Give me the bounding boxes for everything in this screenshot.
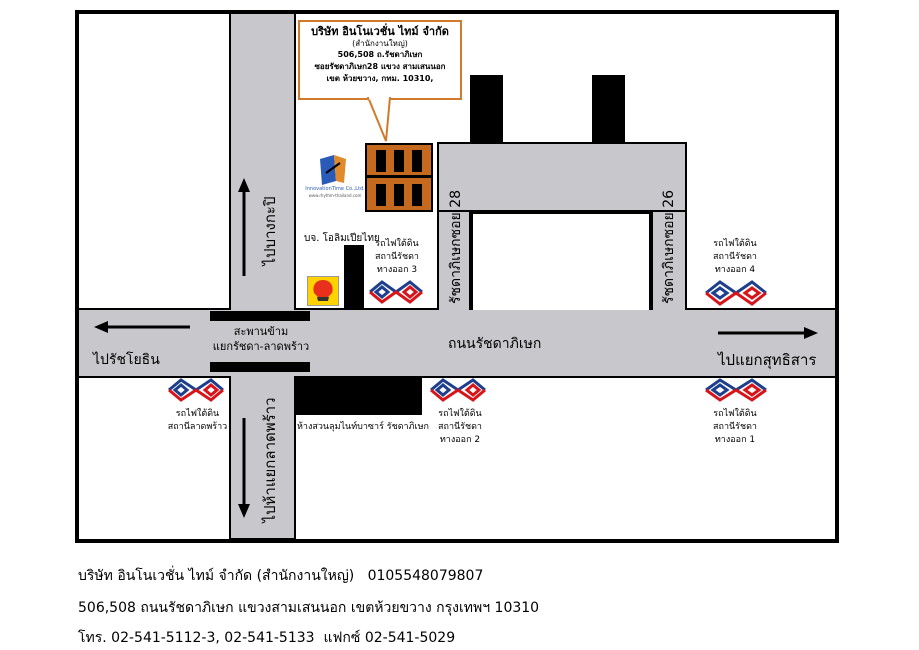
callout-address3: เขต ห้วยขวาง, กทม. 10310, [326,74,434,83]
logo-url: www.rhythm-thailand.com [308,193,362,198]
mall-label: ห้างสวนลุมไนท์บาซาร์ รัชดาภิเษก [297,422,429,432]
company-building-lower [365,176,433,212]
shell-station-icon [307,276,339,306]
soi-connector-road [437,142,687,212]
arrow-down-lat-phrao [238,418,250,518]
to-sukhumvit-label: ไปแยกสุทธิสาร [718,351,817,369]
mrt-exit4-label: รถไฟใต้ดิน สถานีรัชดา ทางออก 4 [713,239,757,275]
footer-company-line: บริษัท อินโนเวชั่น ไทม์ จำกัด (สำนักงานใหญ่) 0105548079807 [78,568,484,584]
arrow-left-ratchayothin [94,321,190,333]
mrt-logo-exit2-icon [429,377,487,403]
bridge-label-line2: แยกรัชดา-ลาดพร้าว [212,340,310,353]
soi-inner-block [471,212,651,310]
bridge-label [201,324,321,354]
company-building-upper [365,143,433,177]
callout-company: บริษัท อินโนเวชั่น ไทม์ จำกัด [311,25,449,38]
callout-address1: 506,508 ถ.รัชดาภิเษก [337,50,423,59]
mrt-logo-exit1-icon [704,377,768,403]
arrow-right-sukhumvit [718,327,818,339]
to-lat-phrao-label: ไปห้าแยกลาดพร้าว [261,397,279,523]
mrt-logo-exit4-icon [704,279,768,307]
overpass-bar-top [210,311,310,321]
mrt-exit2-label: รถไฟใต้ดิน สถานีรัชดา ทางออก 2 [438,409,482,445]
olympia-label: บจ. โอลิมเปียไทย [304,233,380,244]
to-bang-kapi-label: ไปบางกะปิ [261,196,279,266]
callout-address2: ซอยรัชดาภิเษก28 แขวง สามเสนนอก [314,62,446,71]
mrt-exit3-label: รถไฟใต้ดิน สถานีรัชดา ทางออก 3 [375,239,419,275]
innovationtime-logo-icon [318,155,348,185]
arrow-up-bang-kapi [238,178,250,278]
main-road-label: ถนนรัชดาภิเษก [448,336,542,352]
company-callout [298,20,462,100]
mrt-lat-phrao-label: รถไฟใต้ดิน สถานีลาดพร้าว [167,409,228,432]
callout-pointer [360,97,400,145]
bridge-label-line1: สะพานข้าม [233,325,289,338]
footer-address-line: 506,508 ถนนรัชดาภิเษก แขวงสามเสนนอก เขตห้วยขวาง กรุงเทพฯ 10310 [78,600,540,616]
mrt-exit1-label: รถไฟใต้ดิน สถานีรัชดา ทางออก 1 [713,409,757,445]
overpass-bar-bottom [210,362,310,372]
olympia-building [344,245,364,310]
building-tall-right [592,75,625,143]
logo-name: InnovationTime Co.,Ltd. [305,186,365,192]
mrt-logo-lat-phrao-icon [167,377,225,403]
callout-office: (สำนักงานใหญ่) [352,39,408,48]
footer-phone-line: โทร. 02-541-5112-3, 02-541-5133 แฟกซ์ 02-541-5029 [78,630,456,646]
mrt-logo-exit3-icon [368,279,424,305]
to-ratchayothin-label: ไปรัชโยธิน [93,352,160,368]
soi-28-label: รัชดาภิเษกซอย 28 [448,189,464,305]
soi-26-label: รัชดาภิเษกซอย 26 [661,189,677,305]
suan-lum-mall-building [296,378,422,415]
building-tall-left [470,75,503,143]
